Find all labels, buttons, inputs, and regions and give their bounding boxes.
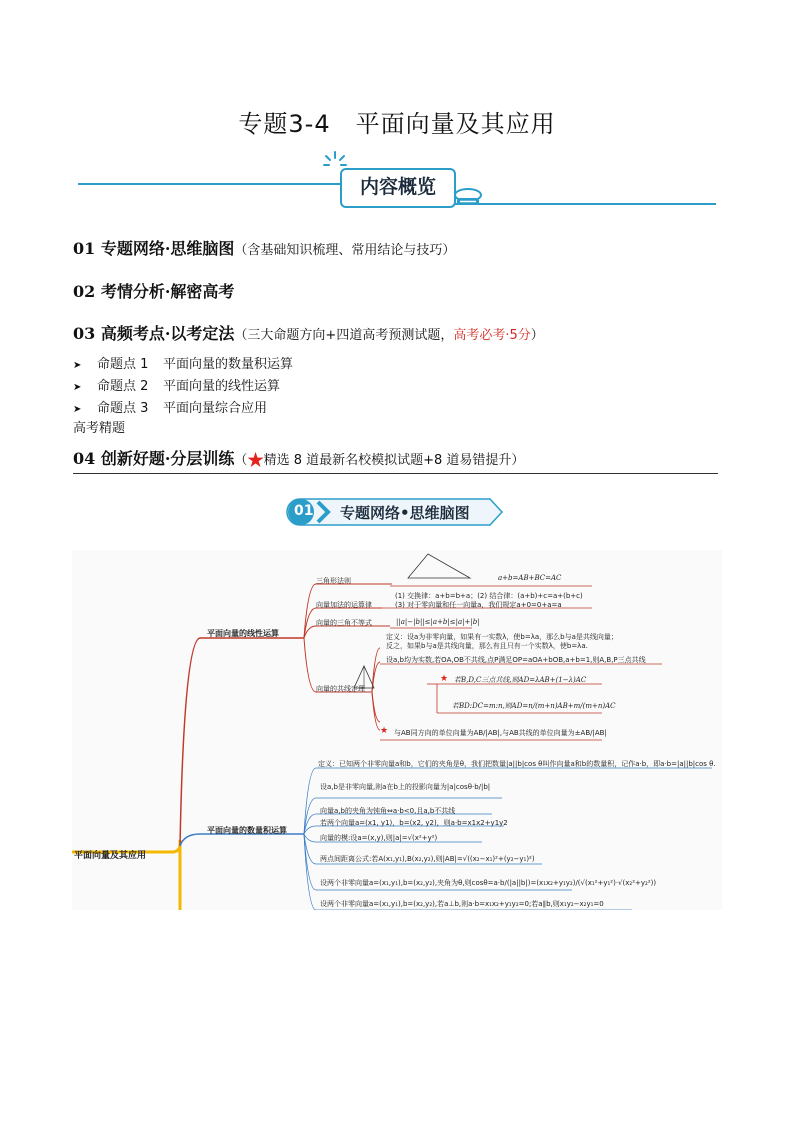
arrow-icon: ➤: [73, 360, 82, 371]
mindmap-dot-def: 定义：已知两个非零向量a和b，它们的夹角是θ，我们把数量|a||b|cos θ叫作向量a和b的数量积，记作a·b，即a·b=|a||b|cos θ.: [318, 760, 716, 768]
mindmap-root: 平面向量及其应用: [74, 851, 147, 861]
toc-note: （三大命题方向+四道高考预测试题，: [234, 328, 454, 343]
star-icon: ★: [440, 674, 449, 684]
section-title: 专题网络•思维脑图: [340, 504, 470, 522]
mindmap-def-line2: 反之，如果b与a是共线向量，那么有且只有一个实数λ，使b=λa.: [386, 642, 588, 650]
mind-map: [72, 550, 722, 910]
arrow-icon: ➤: [73, 404, 82, 415]
mindmap-distance: 两点间距离公式:若A(x₁,y₁),B(x₂,y₂),则|AB|=√((x₂−x₁)²+(y₂−y₁)²): [320, 855, 535, 863]
point-label: 命题点 1: [97, 357, 149, 372]
toc-item-2[interactable]: [73, 279, 234, 302]
point-text: 平面向量的线性运算: [163, 379, 281, 394]
banner-right-line: [448, 203, 716, 205]
point-label: 命题点 3: [97, 401, 149, 416]
divider: [73, 473, 718, 474]
page-title: 专题3-4 平面向量及其应用: [238, 110, 556, 138]
toc-note: （: [234, 453, 248, 468]
mindmap-ratio: 若BD:DC=m:n,则AD=n/(m+n)AB+m/(m+n)AC: [452, 702, 616, 710]
mindmap-perpendicular: 设两个非零向量a=(x₁,y₁),b=(x₂,y₂),若a⊥b,则a·b=x₁x₂+y₁y₂=0;若a∥b,则x₁y₂−x₂y₁=0: [320, 900, 604, 908]
toc-note-highlight: 高考必考·5分: [453, 328, 531, 343]
toc-item-1[interactable]: [73, 236, 455, 259]
mindmap-unit-vector: 与AB同方向的单位向量为AB/|AB|,与AB共线的单位向量为±AB/|AB|: [394, 729, 607, 737]
toc-note-end: 精选 8 道最新名校模拟试题+8 道易错提升）: [263, 453, 525, 468]
mindmap-linear-title: 平面向量的线性运算: [207, 629, 279, 638]
point-item-1[interactable]: [73, 353, 293, 372]
mindmap-dot-title: 平面向量的数量积运算: [207, 826, 287, 835]
mindmap-triangle-rule: 三角形法则: [316, 577, 351, 585]
mindmap-def-line1: 定义：设a为非零向量，如果有一实数λ，使b=λa，那么b与a是共线向量；: [386, 633, 618, 641]
toc-heading: 02 考情分析·解密高考: [73, 282, 235, 301]
toc-heading: 04 创新好题·分层训练: [73, 449, 235, 468]
star-icon: ★: [247, 450, 264, 471]
gaokao-label[interactable]: 高考精题: [73, 421, 126, 436]
mindmap-add-law-line2: (3) 对于零向量和任一向量a，我们规定a+0=0+a=a: [395, 601, 562, 609]
mindmap-collinear: 向量的共线定理: [316, 685, 365, 693]
toc-note: （含基础知识梳理、常用结论与技巧）: [234, 243, 456, 258]
toc-note-end: ）: [530, 328, 544, 343]
mindmap-tri-ineq: 向量的三角不等式: [316, 619, 372, 627]
point-item-2[interactable]: [73, 375, 280, 394]
mindmap-coordinates: 若两个向量a=(x1, y1)，b=(x2, y2)，则a·b=x1x2+y1y2: [320, 819, 508, 827]
mindmap-projection: 设a,b是非零向量,则a在b上的投影向量为|a|cosθ·b/|b|: [320, 783, 491, 791]
mindmap-obtuse: 向量a,b的夹角为钝角⇔a·b<0,且a,b不共线: [320, 807, 456, 815]
mindmap-modulus: 向量的模:设a=(x,y),则|a|=√(x²+y²): [320, 834, 438, 842]
mindmap-tri-ineq-formula: ||a|−|b||≤|a+b|≤|a|+|b|: [396, 618, 480, 626]
mindmap-add-law-line1: (1) 交换律：a+b=b+a；(2) 结合律：(a+b)+c=a+(b+c): [395, 592, 583, 600]
mindmap-triangle-formula: a+b=AB+BC=AC: [498, 574, 562, 582]
banner-left-line: [78, 183, 340, 185]
mindmap-bdc: 若B,D,C三点共线,则AD=λAB+(1−λ)AC: [454, 676, 587, 684]
toc-heading: 01 专题网络·思维脑图: [73, 239, 235, 258]
mindmap-angle: 设两个非零向量a=(x₁,y₁),b=(x₂,y₂),夹角为θ,则cosθ=a·b/(|a||b|)=(x₁x₂+y₁y₂)/(√(x₁²+y₁²)·√(x₂²+y₂²)): [320, 879, 657, 887]
point-label: 命题点 2: [97, 379, 149, 394]
point-text: 平面向量综合应用: [163, 401, 268, 416]
arrow-icon: ➤: [73, 382, 82, 393]
mindmap-three-points: 设a,b均为实数,若OA,OB不共线,点P满足OP=aOA+bOB,a+b=1,则A,B,P三点共线: [386, 656, 646, 664]
mindmap-add-law: 向量加法的运算律: [316, 601, 372, 609]
toc-item-4[interactable]: [73, 446, 524, 471]
star-icon: ★: [380, 726, 389, 736]
section-number: 01: [294, 503, 314, 519]
graduation-cap-icon: [452, 186, 484, 208]
point-text: 平面向量的数量积运算: [163, 357, 294, 372]
point-item-3[interactable]: [73, 397, 267, 416]
toc-heading: 03 高频考点·以考定法: [73, 324, 235, 343]
toc-item-3[interactable]: [73, 321, 544, 344]
banner-title: 内容概览: [359, 176, 436, 198]
